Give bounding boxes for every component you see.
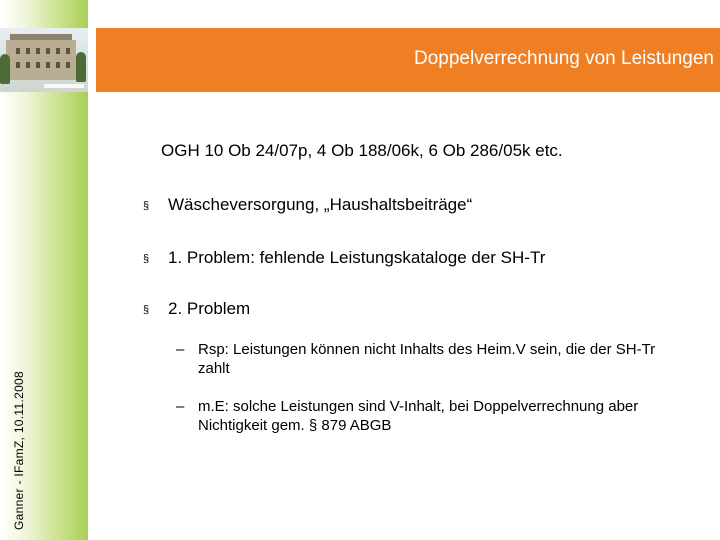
sub-bullet-item	[176, 340, 656, 378]
sub-bullet-text: m.E: solche Leistungen sind V-Inhalt, bei Doppelverrechnung aber Nichtigkeit gem. § 879 ABGB	[198, 398, 639, 434]
bullet-item	[143, 195, 472, 215]
bullet-text: Wäscheversorgung, „Haushaltsbeiträge“	[168, 195, 473, 214]
bullet-marker: §	[143, 303, 150, 316]
bullet-text: 1. Problem: fehlende Leistungskataloge der SH-Tr	[168, 248, 546, 267]
vertical-divider	[88, 0, 90, 540]
citation-line: OGH 10 Ob 24/07p, 4 Ob 188/06k, 6 Ob 286/05k etc.	[161, 141, 563, 160]
sub-bullet-text: Rsp: Leistungen können nicht Inhalts des Heim.V sein, die der SH-Tr zahlt	[198, 341, 656, 377]
slide-title: Doppelverrechnung von Leistungen	[414, 48, 714, 69]
sub-bullet-dash: –	[176, 341, 185, 358]
sub-bullet-dash: –	[176, 398, 185, 415]
top-strip	[88, 0, 720, 28]
bullet-item	[143, 248, 545, 268]
bullet-marker: §	[143, 252, 150, 265]
bullet-text: 2. Problem	[168, 299, 251, 318]
sub-bullet-item	[176, 397, 656, 435]
side-footer: Ganner - IFamZ, 10.11.2008	[12, 371, 26, 530]
bullet-marker: §	[143, 199, 150, 212]
bullet-item	[143, 299, 250, 319]
university-building-photo	[0, 28, 88, 92]
